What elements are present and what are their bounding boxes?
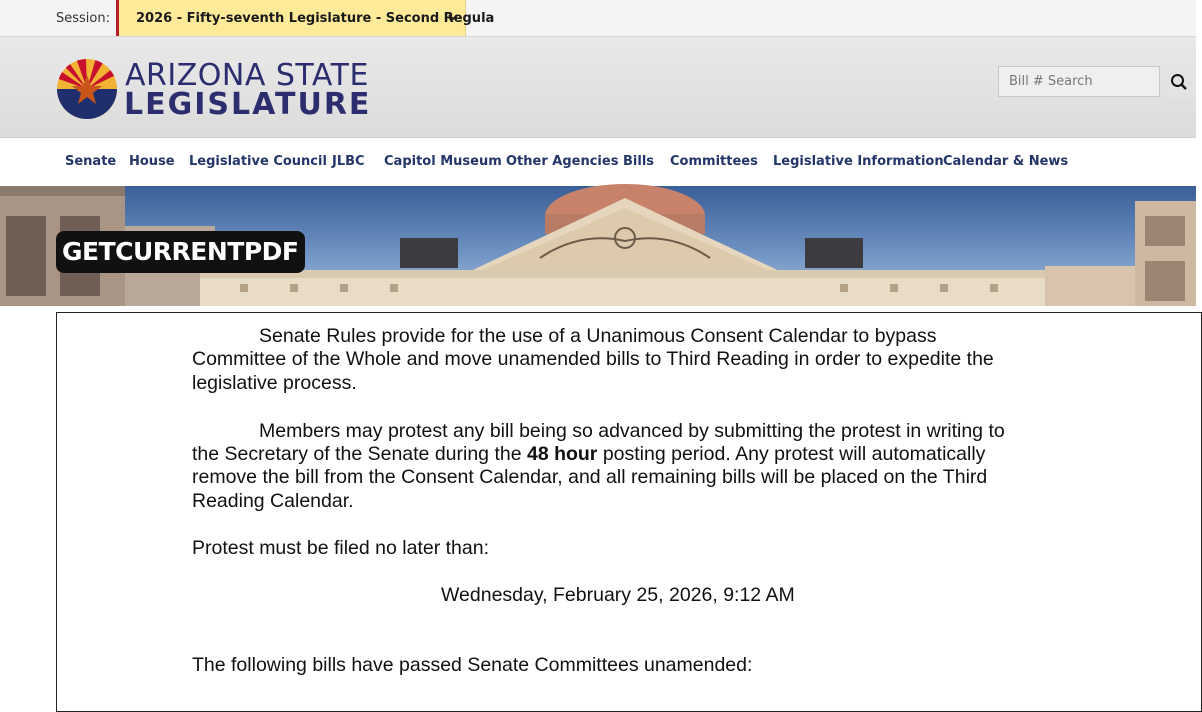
protest-deadline-label: Protest must be filed no later than: bbox=[192, 537, 489, 559]
protest-deadline: Wednesday, February 25, 2026, 9:12 AM bbox=[441, 584, 795, 606]
p2-line1: Members may protest any bill being so advanced by submitting the protest in writing to bbox=[259, 420, 1005, 442]
arizona-flag-logo-icon[interactable] bbox=[56, 58, 118, 120]
search-icon bbox=[1170, 73, 1188, 91]
capitol-banner bbox=[0, 186, 1196, 306]
nav-item-calendar-news[interactable]: Calendar & News bbox=[943, 154, 1069, 169]
p2-line3: remove the bill from the Consent Calendar, and all remaining bills will be placed on the Third bbox=[192, 466, 988, 488]
logo-title-line1[interactable]: ARIZONA STATE bbox=[125, 58, 369, 93]
search-button[interactable] bbox=[1162, 66, 1196, 97]
nav-item-jlbc[interactable]: JLBC bbox=[332, 154, 365, 169]
nav-item-committees[interactable]: Committees bbox=[670, 154, 758, 169]
p1-line3: legislative process. bbox=[192, 372, 357, 394]
logo-title-line2[interactable]: LEGISLATURE bbox=[124, 87, 372, 122]
nav-item-house[interactable]: House bbox=[129, 154, 175, 169]
chevron-down-icon bbox=[447, 11, 459, 23]
session-label: Session: bbox=[56, 11, 110, 26]
bill-search-input[interactable] bbox=[998, 66, 1160, 97]
session-selected-value: 2026 - Fifty-seventh Legislature - Second Regula bbox=[136, 11, 495, 26]
session-bar bbox=[0, 0, 1196, 37]
nav-item-other-agencies[interactable]: Other Agencies bbox=[506, 154, 619, 169]
site-header bbox=[0, 37, 1196, 138]
nav-item-senate[interactable]: Senate bbox=[65, 154, 117, 169]
nav-item-bills[interactable]: Bills bbox=[623, 154, 655, 169]
bills-intro: The following bills have passed Senate Committees unamended: bbox=[192, 654, 753, 676]
session-select[interactable] bbox=[116, 0, 495, 36]
p2-line4: Reading Calendar. bbox=[192, 490, 354, 512]
nav-item-capitol-museum[interactable]: Capitol Museum bbox=[384, 154, 502, 169]
p2-line2-start: the Secretary of the Senate during the bbox=[192, 443, 527, 465]
p2-line2 bbox=[192, 443, 985, 466]
p2-line2-end: posting period. Any protest will automatically bbox=[597, 443, 986, 465]
nav-item-legislative-council[interactable]: Legislative Council bbox=[189, 154, 327, 169]
p1-line1: Senate Rules provide for the use of a Unanimous Consent Calendar to bypass bbox=[259, 325, 937, 347]
posting-hours: 48 hour bbox=[526, 443, 598, 465]
nav-item-legislative-information[interactable]: Legislative Information bbox=[773, 154, 944, 169]
main-nav bbox=[0, 138, 1196, 186]
page-title: GETCURRENTPDF bbox=[56, 231, 305, 273]
pdf-document-frame bbox=[56, 312, 1202, 712]
p1-line2: Committee of the Whole and move unamended bills to Third Reading in order to expedite the bbox=[192, 348, 994, 370]
